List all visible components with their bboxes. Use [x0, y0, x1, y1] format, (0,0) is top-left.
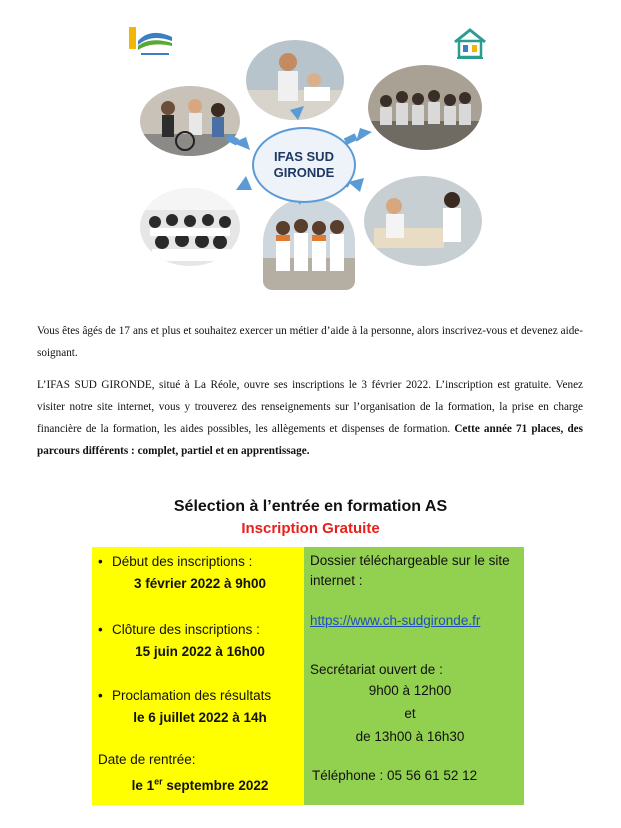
rentree-label: Date de rentrée: [98, 752, 196, 767]
rentree-item [98, 751, 302, 797]
rentree-value [98, 775, 302, 797]
telephone-text: Téléphone : 05 56 61 52 12 [312, 768, 478, 783]
proclamation-item [98, 687, 302, 729]
rentree-value-sup: er [154, 776, 163, 787]
selection-info-box [92, 547, 524, 805]
cloture-label: • Clôture des inscriptions : [98, 621, 302, 639]
intro-paragraph-2-bold: Cette année 71 places, des parcours différents : complet, partiel et en apprentissage. [37, 423, 583, 457]
intro-paragraph-2-text: L’IFAS SUD GIRONDE, situé à La Réole, ouvre ses inscriptions le 3 février 2022. L’inscription est gratuite. Venez visiter notre site internet, vous y trouverez des renseignements sur l’organisation de la formation, la prise en charge financière de la formation, les aides possibles, les allègements et dispenses de formation. [37, 379, 583, 435]
cloture-item [98, 621, 302, 663]
selection-title: Sélection à l’entrée en formation AS [173, 498, 448, 515]
selection-subtitle: Inscription Gratuite [241, 520, 380, 537]
secretariat-label: Secrétariat ouvert de : [310, 662, 443, 677]
rentree-value-pre: le 1 [131, 778, 155, 793]
center-title-ellipse [252, 127, 356, 203]
debut-value: 3 février 2022 à 9h00 [133, 576, 267, 591]
intro-paragraph-2 [37, 374, 583, 462]
rentree-value-post: septembre 2022 [162, 778, 269, 793]
intro-paragraph-1: Vous êtes âgés de 17 ans et plus et souhaitez exercer un métier d’aide à la personne, alors inscrivez-vous et devenez aide-soignant. [37, 325, 583, 359]
website-link[interactable]: https://www.ch-sudgironde.fr [310, 613, 481, 628]
proclamation-label: • Proclamation des résultats [98, 687, 302, 705]
center-title-line2: GIRONDE [273, 165, 335, 180]
cloture-value: 15 juin 2022 à 16h00 [135, 644, 265, 659]
dates-column [92, 547, 304, 805]
contact-column [304, 547, 524, 805]
proclamation-value: le 6 juillet 2022 à 14h [133, 710, 267, 725]
hours-morning: 9h00 à 12h00 [368, 683, 452, 698]
debut-label: • Début des inscriptions : [98, 553, 302, 571]
hours-afternoon: de 13h00 à 16h30 [355, 729, 465, 744]
center-title-line1: IFAS SUD [274, 149, 334, 164]
hours-and: et [404, 706, 416, 721]
dossier-text: Dossier téléchargeable sur le site internet : [310, 553, 510, 588]
debut-item [98, 553, 302, 595]
